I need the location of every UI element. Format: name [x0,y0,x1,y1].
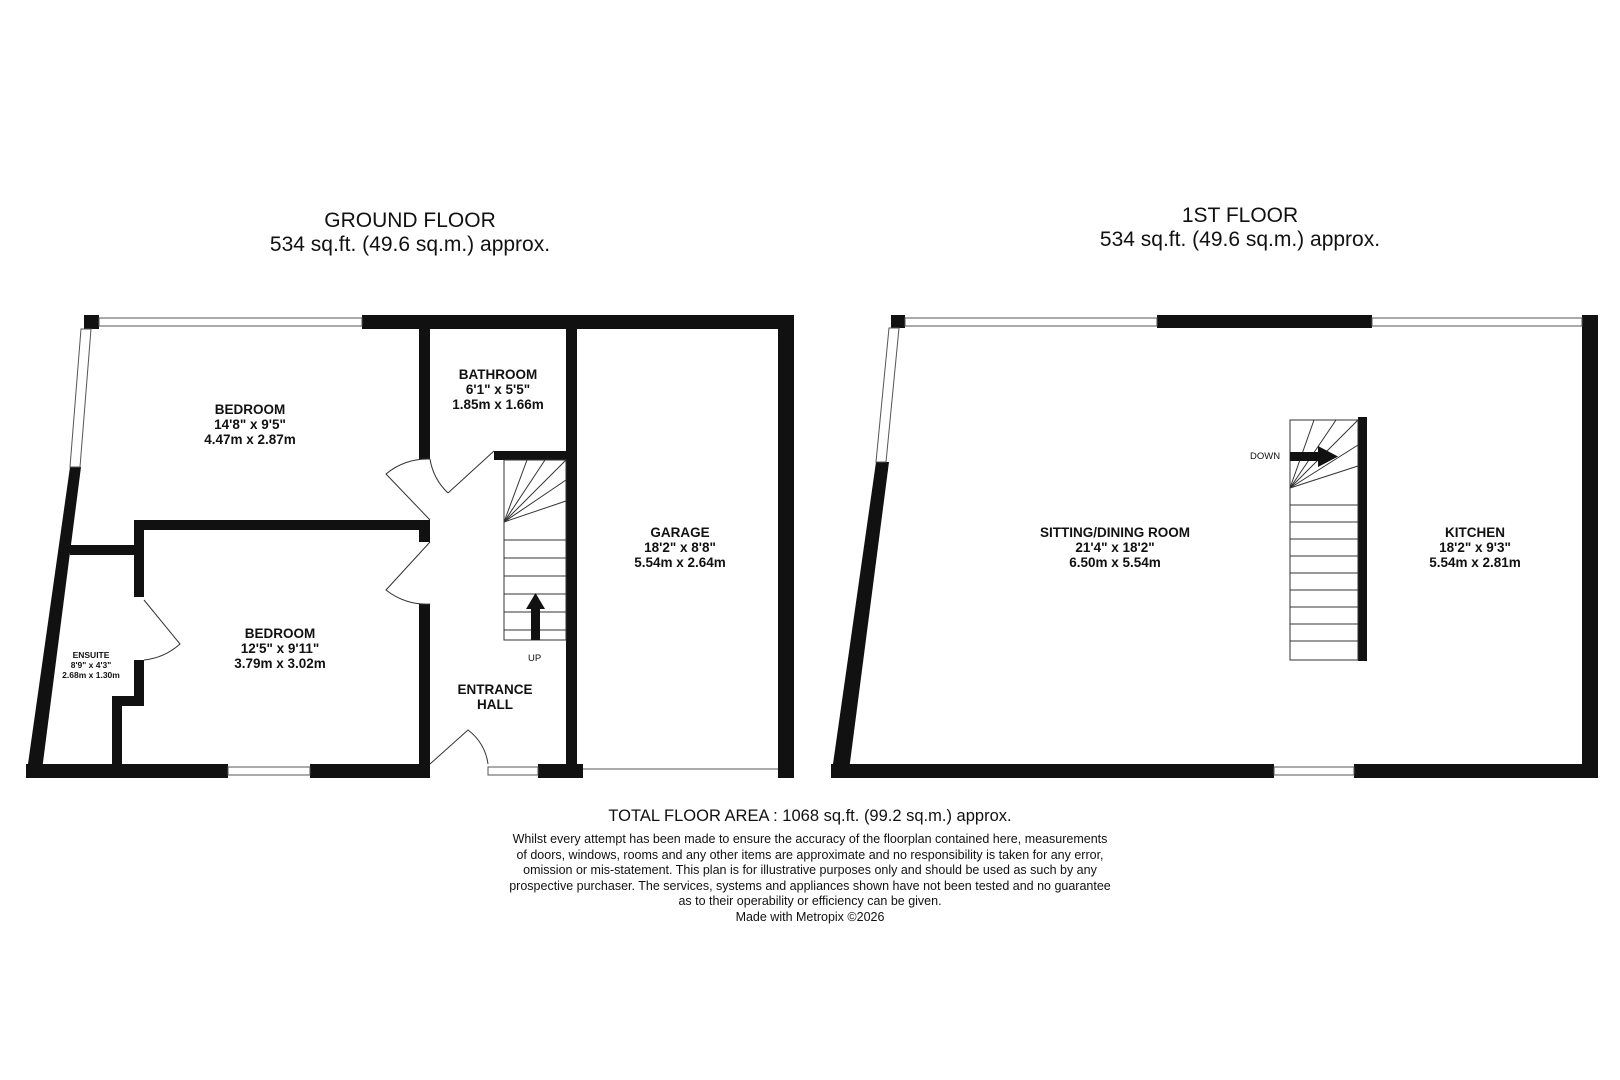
gf-door-bathroom [430,451,494,493]
ff-wall-top-left [891,315,905,328]
disclaimer-line: as to their operability or efficiency can be given. [678,894,942,908]
first-floor-name: 1ST FLOOR [1181,204,1299,227]
gf-wall-bed1-hall [419,329,430,459]
room-label-bedroom-1: BEDROOM 14'8" x 9'5" 4.47m x 2.87m [204,402,296,447]
ff-wall-bottom-left [831,764,1274,778]
first-floor-area: 534 sq.ft. (49.6 sq.m.) approx. [1099,228,1381,251]
gf-doors [144,451,494,764]
gf-window-top [99,318,362,326]
room-label-garage: GARAGE 18'2" x 8'8" 5.54m x 2.64m [634,525,726,570]
gf-wall-bottom-left [26,764,228,778]
room-label-bedroom-2: BEDROOM 12'5" x 9'11" 3.79m x 3.02m [234,626,326,671]
gf-wall-left-slanted [26,467,81,778]
ff-window-top-right [1372,318,1582,326]
gf-wall-ensuite-right-top [134,520,144,597]
room-label-ensuite: ENSUITE 8'9" x 4'3" 2.68m x 1.30m [62,650,120,680]
stairs-up-label: UP [528,653,542,664]
gf-wall-top-left [84,315,99,329]
ground-floor-name: GROUND FLOOR [324,209,496,232]
gf-window-entrance [488,767,538,775]
gf-door-entrance [430,730,488,764]
gf-window-bottom [228,767,310,775]
gf-wall-top [362,315,794,329]
gf-wall-bottom-right [538,764,583,778]
room-label-bathroom: BATHROOM 6'1" x 5'5" 1.85m x 1.66m [452,367,544,412]
disclaimer-line: Whilst every attempt has been made to ensure the accuracy of the floorplan contained here, measurements [512,832,1108,846]
ff-wall-right [1582,315,1598,778]
ground-floor-area: 534 sq.ft. (49.6 sq.m.) approx. [269,233,551,256]
disclaimer-line: omission or mis-statement. This plan is for illustrative purposes only and should be used as such by any [523,863,1097,877]
disclaimer-line: prospective purchaser. The services, systems and appliances shown have not been tested and no guarantee [509,878,1111,893]
gf-door-bedroom2 [386,542,430,604]
gf-door-bedroom1 [386,459,430,520]
metropix-credit: Made with Metropix ©2026 [735,909,885,924]
gf-wall-ensuite-lower [112,696,122,764]
ff-window-left [876,328,899,462]
room-label-sitting-dining: SITTING/DINING ROOM 21'4" x 18'2" 6.50m x 5.54m [1040,525,1190,570]
disclaimer-line: of doors, windows, rooms and any other items are approximate and no responsibility is taken for any error, [516,847,1104,862]
total-floor-area: TOTAL FLOOR AREA : 1068 sq.ft. (99.2 sq.m.) approx. [608,807,1012,825]
gf-wall-bed-divider [134,520,430,530]
ff-wall-bottom-right [1354,764,1598,778]
gf-wall-ensuite-top [70,545,140,555]
ff-stairs-rail [1358,417,1367,661]
stairs-down-label: DOWN [1250,451,1281,462]
room-label-entrance-hall: ENTRANCE HALL [457,682,533,712]
ground-floor-title [210,209,610,257]
ff-wall-left-slanted [831,462,889,778]
gf-window-left [70,329,91,467]
ff-wall-top-mid [1157,315,1372,328]
room-label-kitchen: KITCHEN 18'2" x 9'3" 5.54m x 2.81m [1429,525,1521,570]
gf-stairs-up-arrow [526,593,545,640]
gf-wall-bath-garage [566,329,577,764]
gf-wall-bed2-upper [419,520,430,542]
first-floor-title [1040,204,1440,252]
gf-wall-bottom-mid [310,764,430,778]
gf-wall-right [778,315,794,778]
ff-window-top-left [905,318,1157,326]
gf-door-ensuite [144,600,180,660]
disclaimer [410,832,1210,925]
gf-wall-bath-bottom [494,451,566,460]
ff-window-bottom [1274,767,1354,775]
gf-wall-bed2-hall [419,604,430,764]
